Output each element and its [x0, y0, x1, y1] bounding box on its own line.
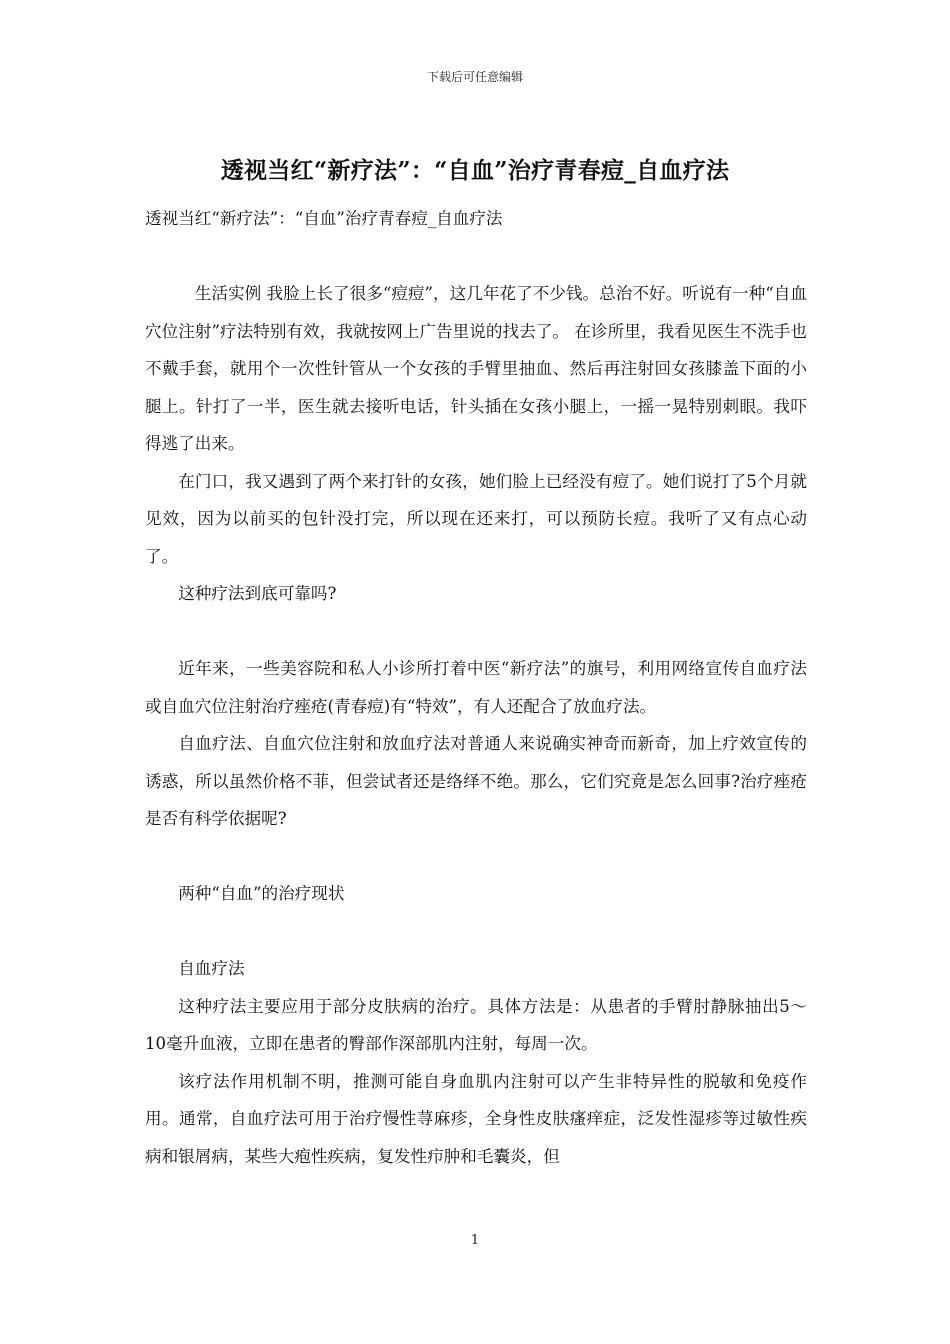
paragraph: 在门口，我又遇到了两个来打针的女孩，她们脸上已经没有痘了。她们说打了5个月就见效，因为以前买的包针没打完，所以现在还来打，可以预防长痘。我听了又有点心动了。	[145, 471, 807, 566]
paragraph: 这种疗法主要应用于部分皮肤病的治疗。具体方法是：从患者的手臂肘静脉抽出5～10毫升血液，立即在患者的臀部作深部肌内注射，每周一次。	[145, 996, 807, 1053]
paragraph-spacer	[145, 238, 807, 276]
section-heading: 两种“自血”的治疗现状	[178, 884, 345, 903]
subsection-heading: 自血疗法	[178, 959, 245, 978]
paragraph-spacer	[145, 613, 807, 651]
document-subtitle: 透视当红“新疗法”：“自血”治疗青春痘_自血疗法	[145, 209, 503, 228]
paragraph: 自血疗法、自血穴位注射和放血疗法对普通人来说确实神奇而新奇，加上疗效宣传的诱惑，所以虽然价格不菲，但尝试者还是络绎不绝。那么，它们究竟是怎么回事?治疗痤疮是否有科学依据呢?	[145, 734, 807, 828]
document-title: 透视当红“新疗法”：“自血”治疗青春痘_自血疗法	[220, 157, 730, 184]
paragraph-spacer	[145, 913, 807, 951]
paragraph: 该疗法作用机制不明，推测可能自身血肌内注射可以产生非特异性的脱敏和免疫作用。通常，自血疗法可用于治疗慢性荨麻疹，全身性皮肤瘙痒症，泛发性湿疹等过敏性疾病和银屑病，某些大疱性疾病，复发性疖肿和毛囊炎，但	[145, 1071, 807, 1166]
paragraph-spacer	[145, 838, 807, 876]
document-body	[145, 200, 807, 1175]
paragraph: 生活实例 我脸上长了很多“痘痘”，这几年花了不少钱。总治不好。听说有一种“自血穴位注射”疗法特别有效，我就按网上广告里说的找去了。 在诊所里，我看见医生不洗手也不戴手套，就用个一次性针管从一个女孩的手臂里抽血、然后再注射回女孩膝盖下面的小腿上。针打了一半，医生就去接听电话，针头插在女孩小腿上，一摇一晃特别刺眼。我吓得逃了出来。	[145, 284, 807, 453]
paragraph: 近年来，一些美容院和私人小诊所打着中医“新疗法”的旗号，利用网络宣传自血疗法或自血穴位注射治疗痤疮(青春痘)有“特效”，有人还配合了放血疗法。	[145, 659, 807, 716]
page-number: 1	[470, 1233, 480, 1248]
page-header: 下载后可任意编辑	[426, 70, 523, 84]
paragraph: 这种疗法到底可靠吗?	[178, 584, 337, 603]
